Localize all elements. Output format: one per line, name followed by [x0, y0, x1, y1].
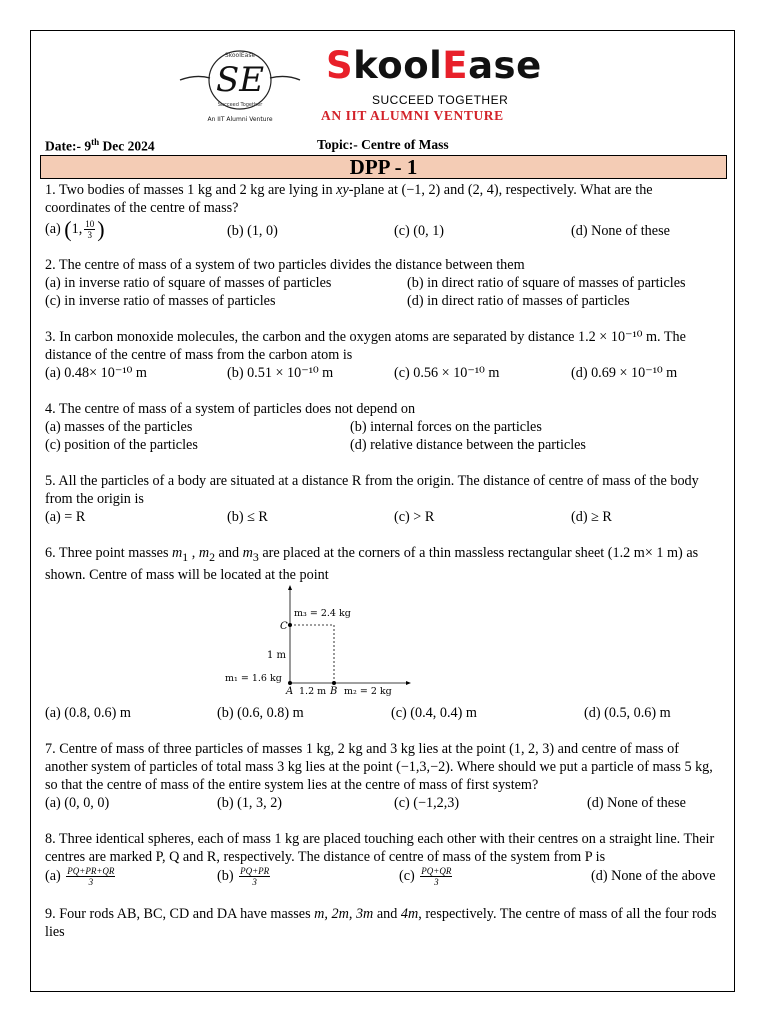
question-7	[45, 740, 721, 812]
fig-height-label: 1 m	[267, 649, 287, 661]
option-d: (d) ≥ R	[571, 509, 612, 525]
question-9	[45, 905, 721, 941]
option-b: (b) internal forces on the particles	[350, 419, 542, 435]
option-c: (c) $\frac{PQ+QR}{3}$	[399, 865, 452, 887]
fig-m3-label: m₃ = 2.4 kg	[294, 607, 351, 619]
fig-width-label: 1.2 m	[299, 685, 327, 696]
question-5-stem: 5. All the particles of a body are situated at a distance R from the origin. The distance of centre of mass of the body from the origin is	[45, 473, 699, 507]
brand-name: SkoolEase	[326, 44, 542, 87]
option-d: (d) None of the above	[591, 868, 716, 885]
option-a: (a) 0.48× 10⁻¹⁰ m	[45, 365, 147, 381]
option-d: (d) None of these	[587, 794, 686, 811]
question-4-stem: 4. The centre of mass of a system of particles does not depend on	[45, 401, 416, 417]
question-8	[45, 830, 721, 887]
emblem-text-top: SkoolEase	[224, 52, 256, 59]
option-b: (b) $\frac{PQ+PR}{3}$	[217, 865, 270, 887]
option-c: (c) (0, 1)	[394, 223, 445, 239]
option-a: (a) (0.8, 0.6) m	[45, 704, 131, 721]
fig-c-label: C	[280, 620, 288, 632]
option-b: (b) 0.51 × 10⁻¹⁰ m	[227, 365, 334, 381]
option-a: (a) $\frac{PQ+PR+QR}{3}$	[45, 865, 115, 887]
option-d: (d) in direct ratio of masses of particles	[407, 293, 630, 309]
date-label: Date:- 9th Dec 2024	[45, 137, 155, 154]
option-a: (a) masses of the particles	[45, 419, 193, 435]
tagline: SUCCEED TOGETHER	[372, 93, 509, 107]
question-2-stem: 2. The centre of mass of a system of two particles divides the distance between them	[45, 257, 525, 273]
fig-m2-label: m₂ = 2 kg	[344, 685, 392, 696]
option-d: (d) (0.5, 0.6) m	[584, 704, 671, 721]
emblem-text-bottom: Succeed Together	[217, 102, 263, 108]
option-c: (c) 0.56 × 10⁻¹⁰ m	[394, 365, 500, 381]
topic-label: Topic:- Centre of Mass	[317, 137, 449, 152]
dpp-title-banner: DPP - 1	[40, 155, 727, 179]
option-a: (a) in inverse ratio of square of masses of particles	[45, 275, 332, 291]
option-a: (a) (0, 0, 0)	[45, 794, 110, 811]
question-4	[45, 400, 721, 454]
question-5	[45, 472, 721, 526]
option-b: (b) (0.6, 0.8) m	[217, 704, 304, 721]
question-2	[45, 256, 721, 310]
question-1	[45, 181, 721, 240]
question-3-stem: 3. In carbon monoxide molecules, the carbon and the oxygen atoms are separated by distance 1.2 × 10⁻¹⁰ m. The distance of the centre of mass from the carbon atom is	[45, 329, 686, 363]
option-d: (d) 0.69 × 10⁻¹⁰ m	[571, 365, 678, 381]
option-d: (d) relative distance between the particles	[350, 437, 586, 453]
svg-text:SE: SE	[215, 60, 265, 100]
option-b: (b) ≤ R	[227, 509, 268, 525]
option-c: (c) (0.4, 0.4) m	[391, 704, 477, 721]
option-c: (c) position of the particles	[45, 437, 198, 453]
option-b: (b) in direct ratio of square of masses of particles	[407, 275, 686, 291]
option-c: (c) in inverse ratio of masses of particles	[45, 293, 276, 309]
question-6	[45, 544, 721, 722]
question-6-stem: 6. Three point masses $m_1$ , $m_2$ and $m_3$ are placed at the corners of a thin massless rectangular sheet (1.2 m× 1 m) as shown. Centre of mass will be located at the point	[45, 545, 699, 583]
question-9-stem: 9. Four rods AB, BC, CD and DA have masses m, 2m, 3m and 4m, respectively. The centre of mass of all the four rods lies	[45, 905, 717, 940]
option-d: (d) None of these	[571, 223, 670, 239]
mass-diagram	[220, 584, 420, 696]
question-7-stem: 7. Centre of mass of three particles of masses 1 kg, 2 kg and 3 kg lies at the point (1, 2, 3) and centre of mass of another system of particles of total mass 3 kg lies at the point (−1,3,−2). Where should we put a particle of mass 5 kg, so that the centre of mass of the entire system lies at the centre of mass of first system?	[45, 740, 713, 793]
skoolease-emblem-logo	[176, 44, 304, 124]
fig-a-label: A	[286, 685, 294, 696]
option-a: (a) = R	[45, 509, 86, 525]
fig-b-label: B	[330, 685, 338, 696]
question-8-stem: 8. Three identical spheres, each of mass 1 kg are placed touching each other with their centres on a straight line. Their centres are marked P, Q and R, respectively. The distance of centre of mass of the system from P is	[45, 830, 715, 865]
option-b: (b) (1, 3, 2)	[217, 794, 283, 811]
question-3	[45, 328, 721, 382]
emblem-caption: An IIT Alumni Venture	[207, 116, 273, 123]
option-b: (b) (1, 0)	[227, 223, 278, 239]
option-a: (a) (1, $\frac{10}{3}$ )	[45, 216, 105, 242]
venture-text: AN IIT ALUMNI VENTURE	[321, 108, 504, 123]
question-1-stem: 1. Two bodies of masses 1 kg and 2 kg are lying in xy-plane at (−1, 2) and (2, 4), respectively. What are the coordinates of the centre of mass?	[45, 182, 653, 216]
fig-m1-label: m₁ = 1.6 kg	[225, 672, 282, 684]
rectangle-sheet-figure	[45, 584, 721, 704]
question-list	[45, 181, 721, 941]
option-c: (c) > R	[394, 509, 435, 525]
option-c: (c) (−1,2,3)	[394, 794, 460, 811]
